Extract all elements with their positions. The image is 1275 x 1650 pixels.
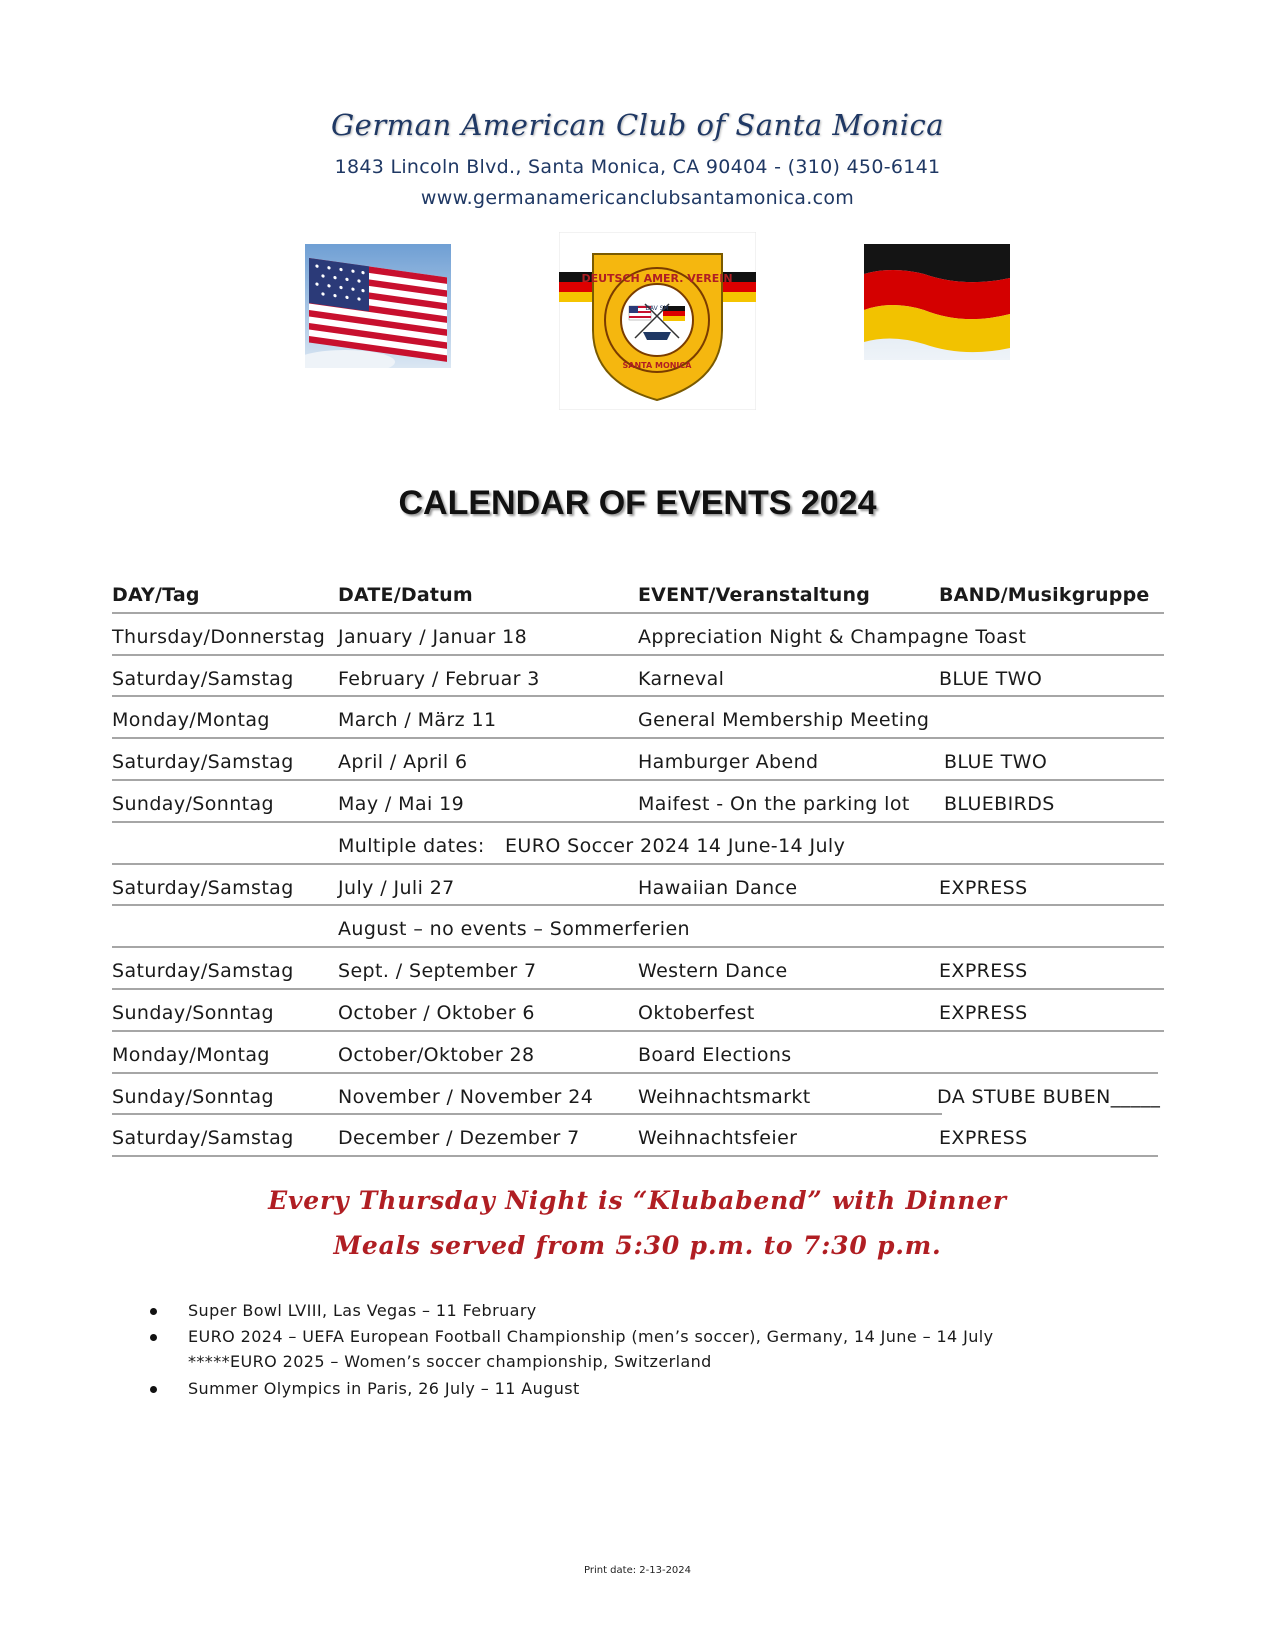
header-day: DAY/Tag (112, 584, 200, 606)
events-table (112, 572, 1164, 1157)
row-date: December / Dezember 7 (338, 1127, 580, 1150)
row-date: April / April 6 (338, 751, 468, 774)
table-row (112, 656, 1164, 698)
row-day: Saturday/Samstag (112, 876, 294, 899)
table-row (112, 614, 1164, 656)
row-event: Karneval (638, 667, 725, 690)
row-band: BLUE TWO (944, 751, 1048, 774)
row-event: Oktoberfest (638, 1001, 755, 1024)
table-row (112, 865, 1164, 907)
club-name: German American Club of Santa Monica (330, 108, 944, 142)
meal-hours-promo: Meals served from 5:30 p.m. to 7:30 p.m. (333, 1231, 942, 1260)
row-day: Saturday/Samstag (112, 751, 294, 774)
list-item-text: Summer Olympics in Paris, 26 July – 11 August (188, 1379, 580, 1398)
emblem-ring-text: DEUTSCH AMER. VEREIN (581, 272, 733, 285)
row-date: Sept. / September 7 (338, 960, 537, 983)
list-item-text: EURO 2024 – UEFA European Football Championship (men’s soccer), Germany, 14 June – 14 July (188, 1327, 994, 1346)
table-row (112, 1032, 1164, 1074)
multiple-dates-value: EURO Soccer 2024 14 June-14 July (505, 834, 846, 857)
row-date: March / März 11 (338, 709, 497, 732)
row-day: Saturday/Samstag (112, 960, 294, 983)
bullet-icon (150, 1334, 157, 1341)
row-date: May / Mai 19 (338, 792, 465, 815)
row-date: February / Februar 3 (338, 667, 540, 690)
row-date: January / Januar 18 (338, 625, 528, 648)
row-event: Maifest - On the parking lot (638, 792, 910, 815)
list-item (148, 1324, 993, 1350)
header-event: EVENT/Veranstaltung (638, 584, 870, 606)
row-day: Monday/Montag (112, 1043, 270, 1066)
august-note: August – no events – Sommerferien (338, 918, 690, 941)
row-band: BLUE TWO (939, 667, 1043, 690)
row-band: BLUEBIRDS (944, 792, 1055, 815)
list-item (148, 1298, 993, 1324)
row-day: Monday/Montag (112, 709, 270, 732)
table-header-row (112, 572, 1164, 614)
club-address: 1843 Lincoln Blvd., Santa Monica, CA 90404 - (310) 450-6141 (334, 156, 941, 178)
table-row (112, 1115, 1164, 1157)
row-date: November / November 24 (338, 1085, 594, 1108)
row-event: Hawaiian Dance (638, 876, 798, 899)
table-row (112, 990, 1164, 1032)
emblem-bottom-text: SANTA MONICA (622, 361, 692, 370)
table-row (112, 739, 1164, 781)
list-item (148, 1376, 993, 1402)
row-day: Sunday/Sonntag (112, 792, 275, 815)
row-date: July / Juli 27 (338, 876, 455, 899)
sports-events-list (148, 1298, 993, 1402)
table-row (112, 948, 1164, 990)
row-divider (112, 1155, 1158, 1157)
row-band: EXPRESS (939, 1127, 1028, 1150)
header-band: BAND/Musikgruppe (939, 584, 1150, 606)
row-band: EXPRESS (939, 960, 1028, 983)
row-event: Board Elections (638, 1043, 792, 1066)
calendar-title: CALENDAR OF EVENTS 2024 (398, 484, 877, 522)
german-flag-image (864, 244, 1010, 360)
table-row-note (112, 906, 1164, 948)
club-emblem (559, 232, 756, 410)
row-event: General Membership Meeting (638, 709, 930, 732)
klubabend-promo: Every Thursday Night is “Klubabend” with Dinner (268, 1186, 1007, 1215)
row-band: EXPRESS (939, 876, 1028, 899)
row-band: EXPRESS (939, 1001, 1028, 1024)
row-event: Hamburger Abend (638, 751, 819, 774)
bullet-icon (150, 1386, 157, 1393)
row-event: Western Dance (638, 960, 788, 983)
print-date: Print date: 2-13-2024 (583, 1565, 692, 1576)
row-day: Sunday/Sonntag (112, 1001, 275, 1024)
row-day: Saturday/Samstag (112, 1127, 294, 1150)
list-item-subtext: *****EURO 2025 – Women’s soccer championship, Switzerland (188, 1352, 712, 1371)
row-band: DA STUBE BUBEN_____ (937, 1085, 1161, 1108)
table-row (112, 1074, 1164, 1116)
table-row (112, 781, 1164, 823)
row-event: Weihnachtsfeier (638, 1127, 798, 1150)
bullet-icon (150, 1308, 157, 1315)
table-row (112, 697, 1164, 739)
emblem-center-text: DAV SM (645, 305, 669, 312)
club-website[interactable]: www.germanamericanclubsantamonica.com (420, 187, 855, 209)
table-row-multiple-dates (112, 823, 1164, 865)
multiple-dates-label: Multiple dates: (338, 834, 485, 857)
row-day: Thursday/Donnerstag (112, 625, 326, 648)
row-event: Appreciation Night & Champagne Toast (638, 625, 1027, 648)
row-day: Saturday/Samstag (112, 667, 294, 690)
header-date: DATE/Datum (338, 584, 473, 606)
us-flag-image (305, 244, 451, 368)
row-date: October / Oktober 6 (338, 1001, 535, 1024)
row-day: Sunday/Sonntag (112, 1085, 275, 1108)
list-item-text: Super Bowl LVIII, Las Vegas – 11 February (188, 1301, 537, 1320)
row-event: Weihnachtsmarkt (638, 1085, 811, 1108)
row-date: October/Oktober 28 (338, 1043, 535, 1066)
